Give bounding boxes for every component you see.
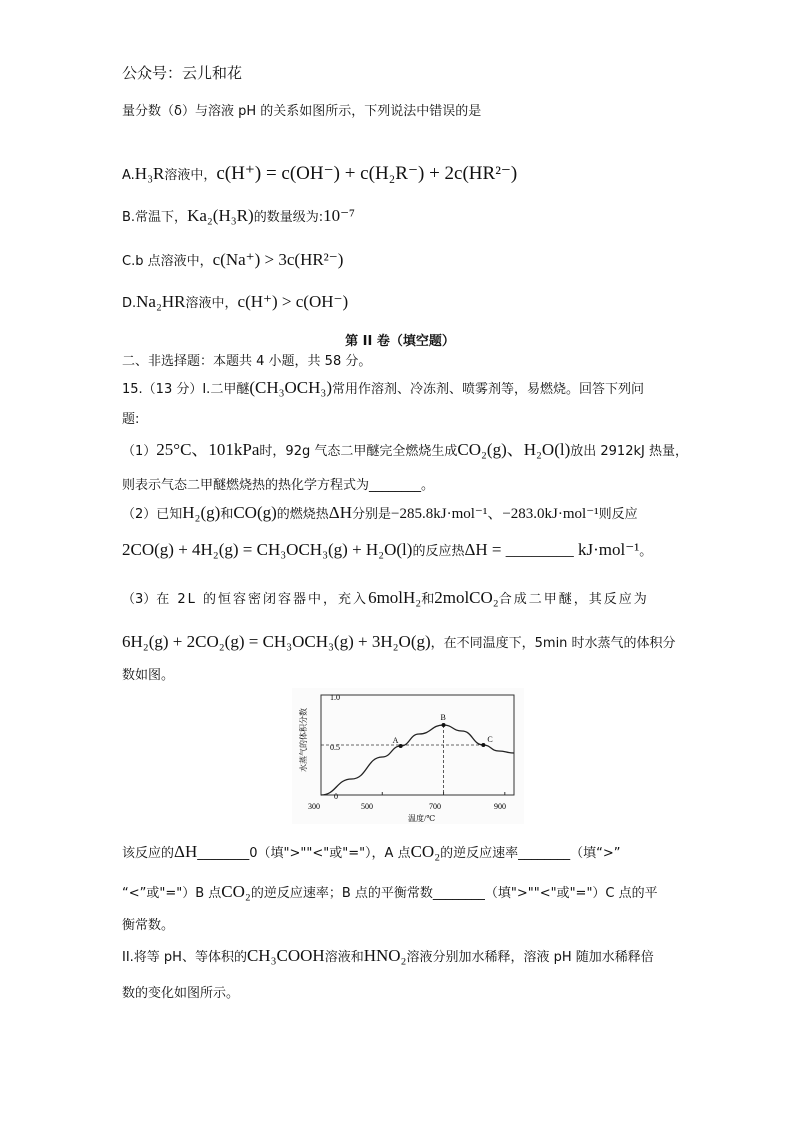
q15-ii-acetic: CH₃COOH xyxy=(246,946,325,965)
option-b-formula: Ka₂(H₃R) xyxy=(187,206,254,225)
q15-part1-formula: CO₂(g)、H₂O(l) xyxy=(457,440,571,459)
q15-ans2-text-b: 的逆反应速率；B 点的平衡常数________（填">""<"或"="）C 点的平 xyxy=(250,886,658,901)
q15-answer-line1 xyxy=(122,842,621,864)
option-d-equation: c(H⁺) > c(OH⁻) xyxy=(237,292,349,311)
y-axis-label: 水蒸气的体积分数 xyxy=(299,708,308,772)
q15-part2-num: （2）已知 xyxy=(122,507,183,522)
option-a-formula: H₃R xyxy=(134,164,165,183)
q15-part2-answer: ΔH = ________ kJ·mol⁻¹ xyxy=(464,540,640,559)
q15-head-rest: 常用作溶剂、冷冻剂、喷雾剂等，易燃烧。回答下列问 xyxy=(332,382,645,397)
q15-head-cont: 题: xyxy=(122,412,140,427)
q15-part3-eq-line xyxy=(122,632,676,654)
q15-part2 xyxy=(122,503,638,525)
option-b-label: B.常温下， xyxy=(122,210,188,225)
option-c-formula: c(Na⁺) > 3c(HR²⁻) xyxy=(212,250,344,269)
option-b xyxy=(122,206,355,228)
q15-ii-text-b: 溶液和 xyxy=(324,950,364,965)
q15-head-formula: (CH₃OCH₃) xyxy=(249,378,333,397)
x-tick-label: 500 xyxy=(361,802,373,811)
source-header: 公众号：云儿和花 xyxy=(122,64,243,82)
q15-part3-cont: 数如图。 xyxy=(122,668,175,683)
q15-part3-h2: 6molH₂ xyxy=(368,588,422,607)
option-a-equation: c(H⁺) = c(OH⁻) + c(H₂R⁻) + 2c(HR²⁻) xyxy=(216,163,518,184)
option-b-value: 10⁻⁷ xyxy=(323,206,355,225)
q15-part3-text-b: 合成二甲醚，其反应为 xyxy=(498,592,649,607)
point-label-c: C xyxy=(487,735,493,744)
q15-part2-text-d: 的反应热 xyxy=(412,544,465,559)
q15-part2-dh: ΔH xyxy=(328,503,353,522)
q15-part3-and: 和 xyxy=(421,592,435,607)
q15-ii-text-c: 溶液分别加水稀释，溶液 pH 随加水稀释倍 xyxy=(406,950,654,965)
point-label-b: B xyxy=(440,713,446,722)
q15-head xyxy=(122,378,644,400)
q15-ans1-text-c: 的逆反应速率________（填“>” xyxy=(440,846,621,861)
q15-part1-num: （1） xyxy=(122,444,157,459)
option-a-text: 溶液中， xyxy=(164,168,217,183)
q15-part1 xyxy=(122,440,688,462)
section-title: 第 II 卷（填空题） xyxy=(345,334,455,349)
option-d-text: 溶液中， xyxy=(185,296,238,311)
q15-part3-co2: 2molCO₂ xyxy=(434,588,499,607)
q15-part3 xyxy=(122,588,649,610)
data-point-c xyxy=(481,743,485,747)
q15-answer-line3: 衡常数。 xyxy=(122,918,175,933)
point-label-a: A xyxy=(392,736,399,745)
x-tick-label: 300 xyxy=(308,802,320,811)
q15-part2-values: −285.8kJ·mol⁻¹、−283.0kJ·mol⁻¹ xyxy=(391,506,599,522)
option-c-label: C.b 点溶液中， xyxy=(122,254,213,269)
data-point-b xyxy=(442,723,446,727)
q15-answer-line2 xyxy=(122,882,658,904)
q15-ii-text-a: II.将等 pH、等体积的 xyxy=(122,950,247,965)
section-subtitle: 二、非选择题：本题共 4 小题，共 58 分。 xyxy=(122,354,372,369)
chart-background xyxy=(292,688,524,824)
q15-ans1-text-b: ________0（填">""<"或"="），A 点 xyxy=(197,846,411,861)
water-vapor-chart xyxy=(292,688,524,824)
q15-part3-num: （3） xyxy=(122,592,157,607)
x-tick-label: 900 xyxy=(494,802,506,811)
q15-part2-equation: 2CO(g) + 4H₂(g) = CH₃OCH₃(g) + H₂O(l) xyxy=(122,540,413,559)
option-d xyxy=(122,292,348,314)
q15-ans2-text: “<”或"="）B 点 xyxy=(122,886,222,901)
y-tick-label: 1.0 xyxy=(330,693,340,702)
y-tick-label: 0.5 xyxy=(330,743,340,752)
q15-part2-co: CO(g) xyxy=(233,503,277,522)
option-d-formula: Na₂HR xyxy=(136,292,186,311)
x-axis-label: 温度/℃ xyxy=(408,814,436,823)
intro-line: 量分数（δ）与溶液 pH 的关系如图所示，下列说法中错误的是 xyxy=(122,104,482,119)
q15-ans1-dh: ΔH xyxy=(174,842,198,861)
q15-part3-text-a: 在 2L 的恒容密闭容器中，充入 xyxy=(156,592,369,607)
option-d-label: D. xyxy=(122,296,137,311)
q15-ans2-co2: CO₂ xyxy=(221,882,251,901)
q15-part2-h2: H₂(g) xyxy=(182,503,221,522)
q15-part-ii xyxy=(122,946,654,968)
q15-part1-cont: 则表示气态二甲醚燃烧热的热化学方程式为________。 xyxy=(122,478,435,493)
q15-part1-text-b: 放出 2912kJ 热量， xyxy=(570,444,688,459)
q15-ans1-text: 该反应的 xyxy=(122,846,175,861)
q15-part2-eq-line xyxy=(122,540,652,562)
option-c xyxy=(122,250,343,272)
q15-ii-nitrous: HNO₂ xyxy=(363,946,407,965)
option-b-text: 的数量级为: xyxy=(253,210,324,225)
q15-part1-text: 时，92g 气态二甲醚完全燃烧生成 xyxy=(259,444,458,459)
option-a xyxy=(122,164,517,186)
q15-part3-equation: 6H₂(g) + 2CO₂(g) = CH₃OCH₃(g) + 3H₂O(g) xyxy=(122,632,431,651)
q15-part2-text-b: 分别是 xyxy=(352,507,392,522)
option-a-label: A. xyxy=(122,168,135,183)
x-tick-label: 700 xyxy=(429,802,441,811)
q15-ans1-co2: CO₂ xyxy=(410,842,441,861)
data-point-a xyxy=(399,744,403,748)
q15-part3-text-c: ，在不同温度下，5min 时水蒸气的体积分 xyxy=(430,636,676,651)
q15-part2-text-a: 的燃烧热 xyxy=(276,507,329,522)
q15-part1-condition: 25°C、101kPa xyxy=(156,440,260,459)
q15-head-text: 15.（13 分）I.二甲醚 xyxy=(122,382,250,397)
q15-part-ii-cont: 数的变化如图所示。 xyxy=(122,986,240,1001)
q15-part2-text-c: 则反应 xyxy=(598,507,638,522)
y-tick-label: 0 xyxy=(334,792,338,801)
q15-part2-end: 。 xyxy=(639,544,653,559)
q15-part2-and: 和 xyxy=(220,507,234,522)
